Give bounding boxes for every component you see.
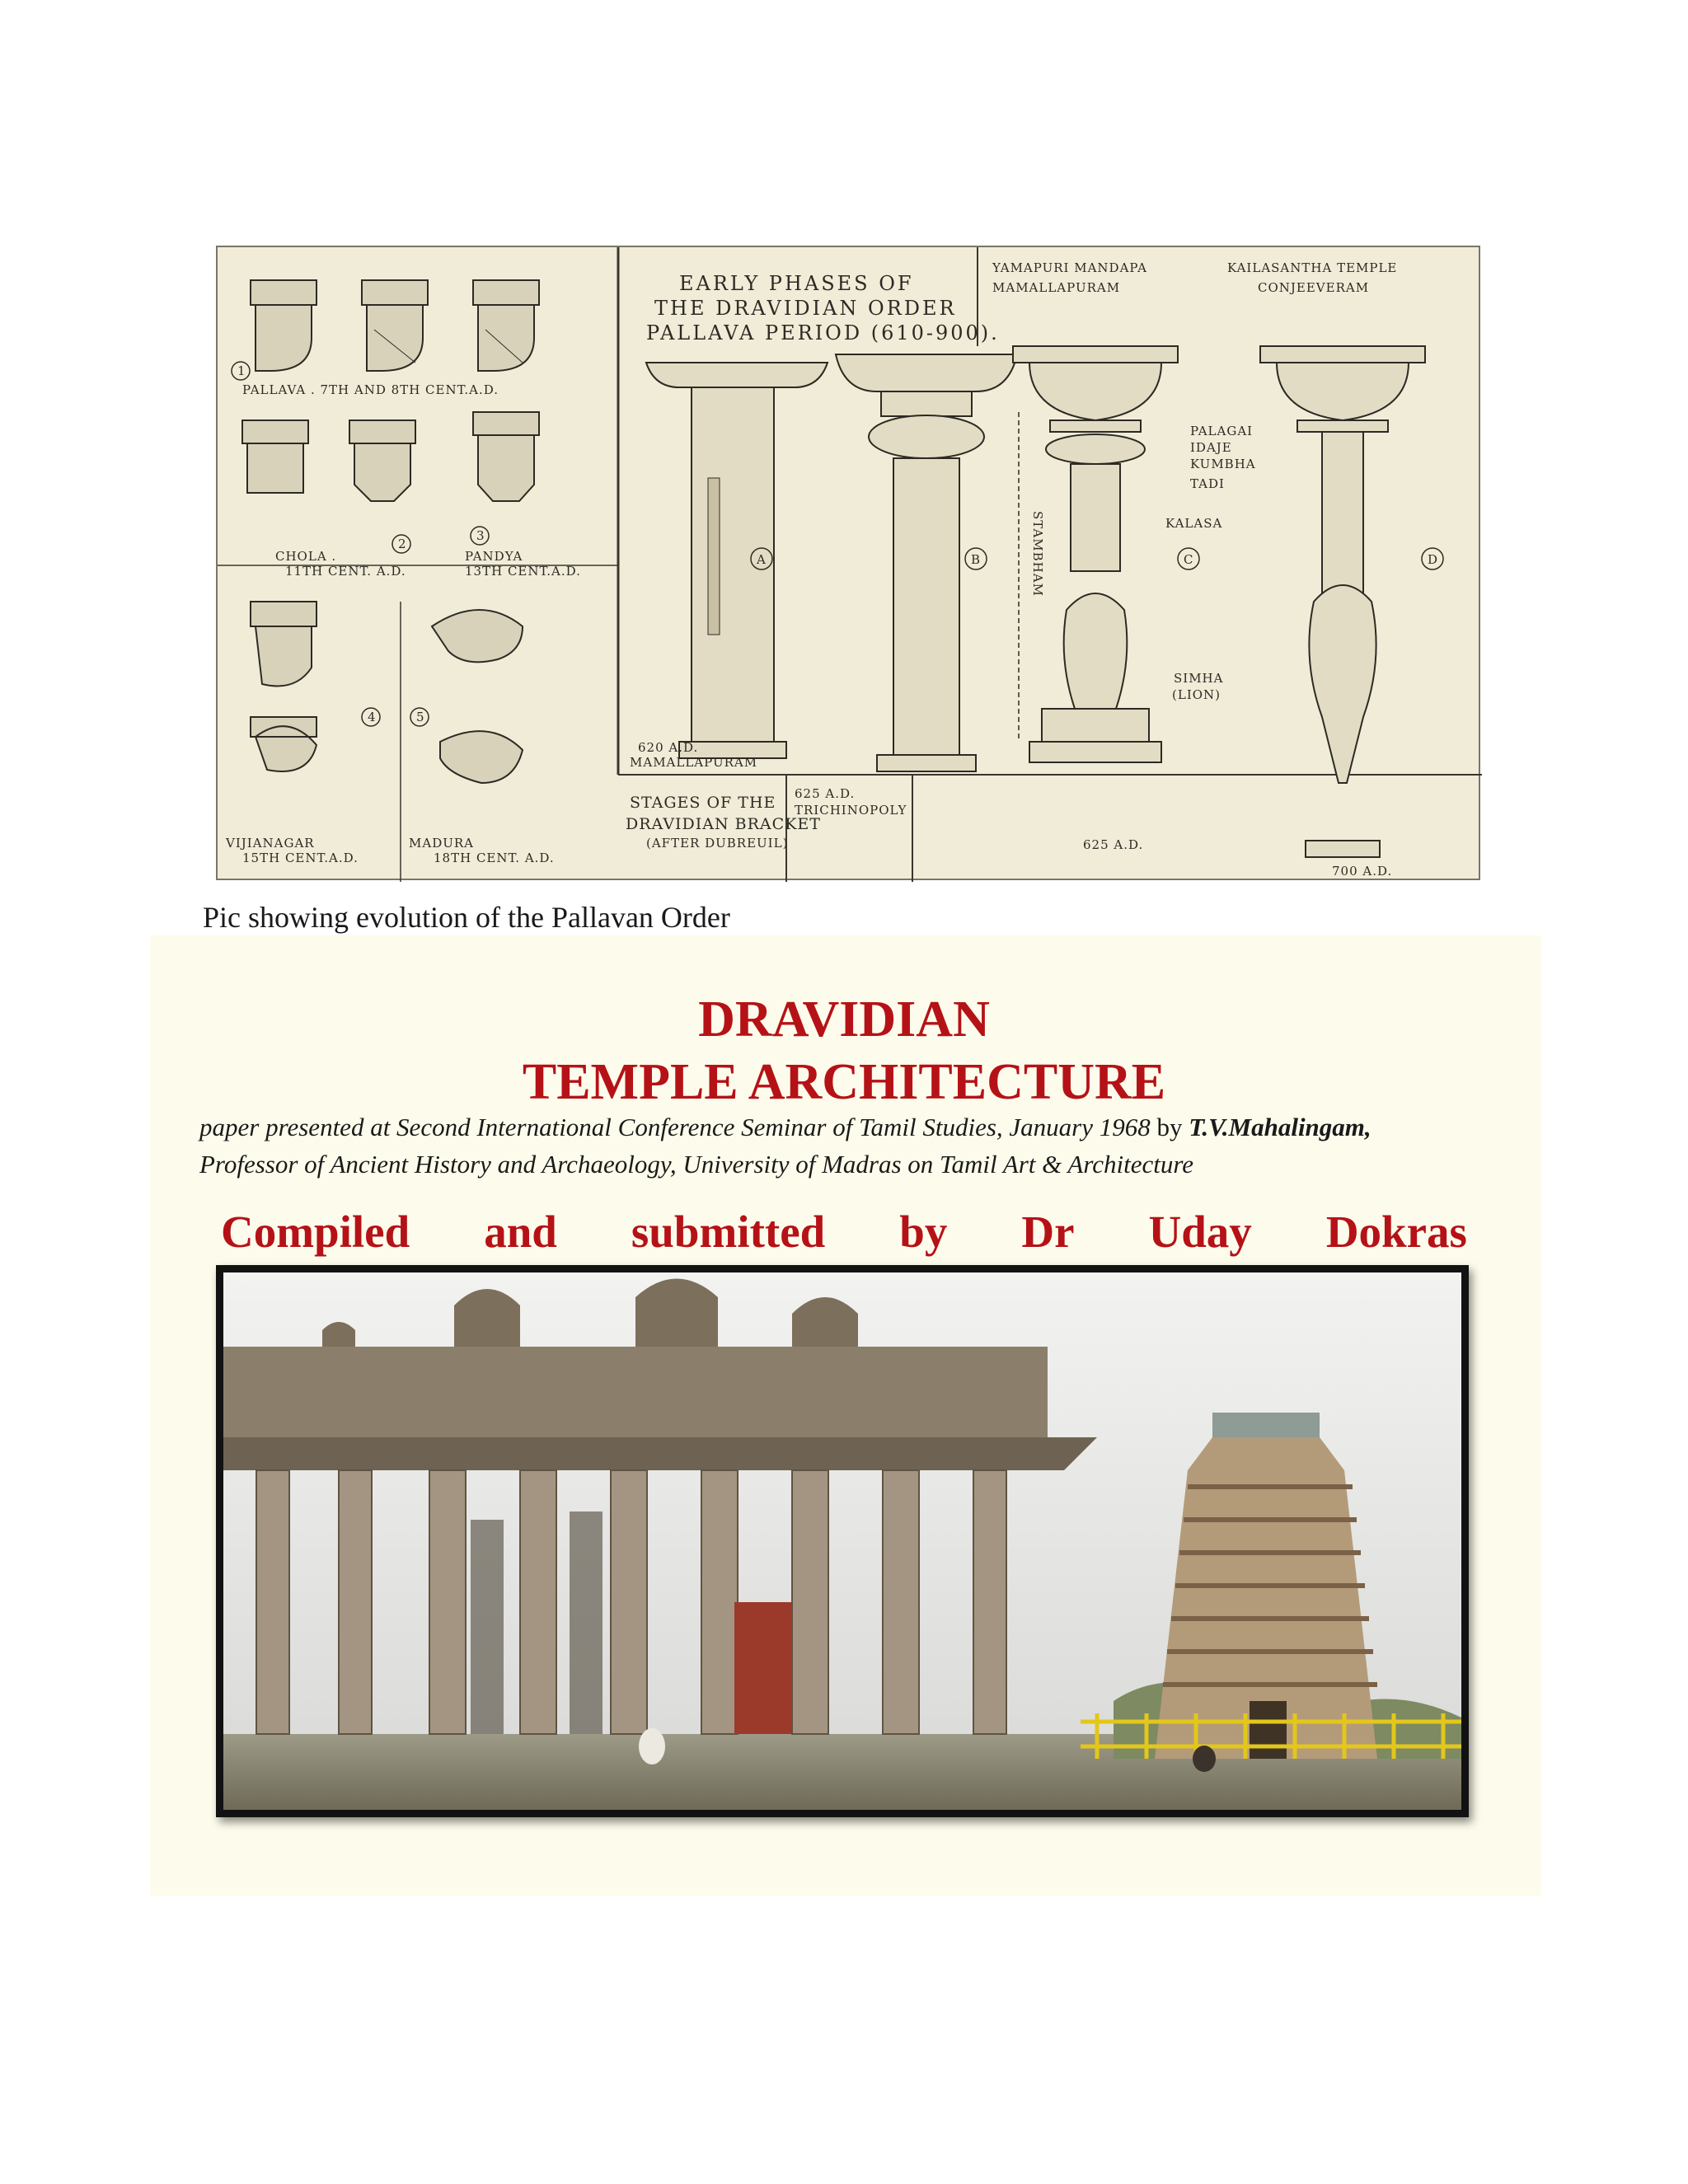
compiled-word: Compiled: [221, 1207, 410, 1257]
paper-info-by: by: [1150, 1113, 1189, 1141]
compiled-word: Uday: [1148, 1207, 1252, 1257]
plate-caption: Pic showing evolution of the Pallavan Order: [203, 901, 730, 934]
plate-label-b-date-1: 625 A.D.: [795, 786, 856, 801]
plate-col-b: B: [971, 552, 982, 567]
plate-label-yamapuri-2: MAMALLAPURAM: [992, 280, 1121, 295]
plate-label-a-date-1: 620 A.D.: [638, 740, 699, 755]
plate-label-pandya-1: PANDYA: [465, 549, 523, 564]
paper-info-line-1: [199, 1113, 1372, 1142]
column-a-drawing: [646, 363, 828, 758]
plate-label-madura-2: 18TH CENT. A.D.: [434, 851, 555, 865]
bracket-vijianagar-madura-drawings: [251, 602, 523, 783]
plate-label-vijianagar-1: VIJIANAGAR: [226, 836, 315, 851]
plate-label-stages-3: (AFTER DUBREUIL): [646, 836, 789, 851]
plate-label-kalasa: KALASA: [1165, 516, 1223, 531]
dravidian-order-plate: [216, 246, 1480, 880]
plate-num-5: 5: [416, 710, 425, 724]
temple-photo-illustration: [223, 1272, 1461, 1810]
plate-label-kailasa-2: CONJEEVERAM: [1258, 280, 1370, 295]
plate-label-b-date-2: TRICHINOPOLY: [795, 803, 907, 818]
column-d-drawing: [1260, 346, 1425, 857]
plate-label-c-date: 625 A.D.: [1083, 837, 1144, 852]
plate-label-yamapuri-1: YAMAPURI MANDAPA: [992, 260, 1147, 275]
plate-col-c: C: [1184, 552, 1194, 567]
paper-author: T.V.Mahalingam,: [1189, 1113, 1372, 1141]
title-line-2: TEMPLE ARCHITECTURE: [522, 1054, 1166, 1110]
plate-num-4: 4: [368, 710, 377, 724]
compiled-word: Dokras: [1325, 1207, 1467, 1257]
plate-num-1: 1: [237, 363, 246, 378]
compiled-word: by: [899, 1207, 948, 1257]
plate-label-pallava: PALLAVA . 7TH AND 8TH CENT.A.D.: [242, 382, 499, 397]
plate-num-3: 3: [476, 528, 485, 543]
plate-col-a: A: [757, 552, 767, 567]
plate-label-vijianagar-2: 15TH CENT.A.D.: [242, 851, 359, 865]
plate-label-kumbha: KUMBHA: [1190, 457, 1256, 471]
plate-label-early-phases-1: EARLY PHASES OF: [679, 272, 914, 295]
plate-label-simha-1: SIMHA: [1174, 671, 1224, 686]
plate-label-early-phases-2: THE DRAVIDIAN ORDER: [654, 297, 957, 320]
plate-label-stambham: STAMBHAM: [1030, 511, 1045, 597]
column-b-drawing: [836, 354, 1017, 771]
plate-label-madura-1: MADURA: [409, 836, 474, 851]
compiled-word: Dr: [1021, 1207, 1075, 1257]
plate-label-idaje: IDAJE: [1190, 440, 1232, 455]
compiled-word: submitted: [631, 1207, 826, 1257]
plate-label-tadi: TADI: [1190, 476, 1225, 491]
plate-num-2: 2: [398, 537, 407, 551]
plate-label-pandya-2: 13TH CENT.A.D.: [465, 564, 581, 579]
compiled-word: and: [484, 1207, 557, 1257]
plate-label-a-date-2: MAMALLAPURAM: [630, 755, 758, 770]
bracket-chola-pandya-drawings: [242, 412, 539, 501]
plate-label-stages-1: STAGES OF THE: [630, 794, 776, 812]
plate-label-d-date: 700 A.D.: [1332, 864, 1393, 879]
compiled-by-line: [221, 1207, 1467, 1258]
plate-label-early-phases-3: PALLAVA PERIOD (610-900).: [646, 321, 1000, 344]
plate-label-stages-2: DRAVIDIAN BRACKET: [626, 815, 821, 833]
bracket-pallava-drawings: [251, 280, 539, 371]
plate-label-simha-2: (LION): [1172, 687, 1221, 702]
title-line-1: DRAVIDIAN: [698, 991, 990, 1047]
plate-col-d: D: [1428, 552, 1439, 567]
paper-info-line-2: Professor of Ancient History and Archaeology, University of Madras on Tamil Art & Architecture: [199, 1150, 1194, 1179]
plate-label-palagai: PALAGAI: [1190, 424, 1254, 438]
plate-label-chola-1: CHOLA .: [275, 549, 337, 564]
plate-label-kailasa-1: KAILASANTHA TEMPLE: [1227, 260, 1398, 275]
plate-drawing: [218, 247, 1482, 882]
plate-label-chola-2: 11TH CENT. A.D.: [285, 564, 406, 579]
paper-info-text: paper presented at Second International Conference Seminar of Tamil Studies, January 1968: [199, 1113, 1151, 1141]
temple-photograph: [216, 1265, 1469, 1817]
